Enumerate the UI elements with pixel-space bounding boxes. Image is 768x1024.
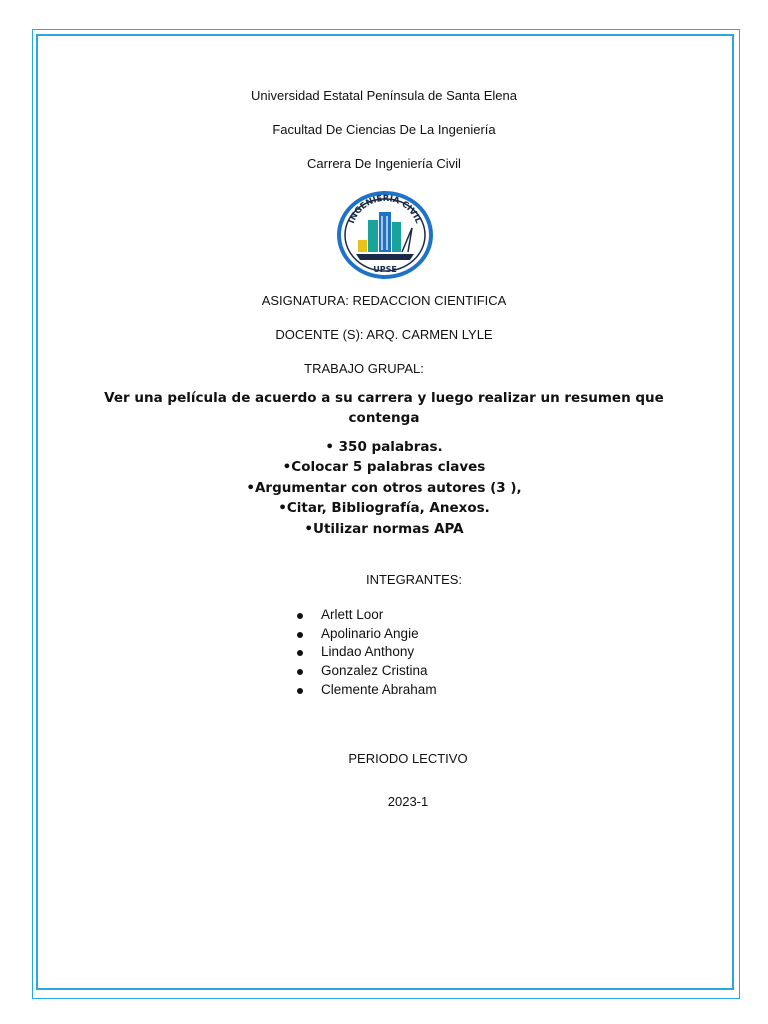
career-name: Carrera De Ingeniería Civil: [307, 156, 461, 171]
work-type: TRABAJO GRUPAL:: [304, 361, 424, 376]
logo-bottom-text: UPSE: [373, 265, 397, 274]
bullet-icon: [297, 650, 303, 656]
list-item: [297, 643, 437, 662]
list-item: [297, 681, 437, 700]
bullet-icon: [297, 632, 303, 638]
requirement-item: •Colocar 5 palabras claves: [282, 459, 486, 475]
university-name: Universidad Estatal Península de Santa Elena: [251, 88, 517, 103]
member-name: Clemente Abraham: [321, 681, 437, 697]
requirement-item: •Utilizar normas APA: [304, 521, 464, 537]
period-label: PERIODO LECTIVO: [348, 751, 468, 766]
member-name: Lindao Anthony: [321, 644, 415, 660]
member-name: Gonzalez Cristina: [321, 663, 428, 679]
list-item: [297, 662, 437, 681]
member-name: Apolinario Angie: [321, 625, 419, 641]
requirement-item: •Citar, Bibliografía, Anexos.: [278, 500, 490, 516]
bullet-icon: [297, 613, 303, 619]
requirement-item: • 350 palabras.: [325, 439, 443, 455]
assignment-description: Ver una película de acuerdo a su carrera y luego realizar un resumen que contenga: [104, 390, 664, 426]
list-item: [297, 625, 437, 644]
logo-arc-text: INGENIERIA CIVIL: [346, 193, 424, 226]
teacher: DOCENTE (S): ARQ. CARMEN LYLE: [275, 327, 493, 342]
requirement-item: •Argumentar con otros autores (3 ),: [246, 480, 522, 496]
faculty-name: Facultad De Ciencias De La Ingeniería: [272, 122, 496, 137]
members-list: [297, 606, 437, 700]
period-value: 2023-1: [387, 794, 429, 809]
list-item: [297, 606, 437, 625]
ingenieria-civil-logo: [336, 190, 434, 280]
member-name: Arlett Loor: [321, 607, 384, 622]
bullet-icon: [297, 688, 303, 694]
bullet-icon: [297, 669, 303, 675]
members-label: INTEGRANTES:: [365, 572, 463, 587]
subject: ASIGNATURA: REDACCION CIENTIFICA: [261, 293, 507, 308]
